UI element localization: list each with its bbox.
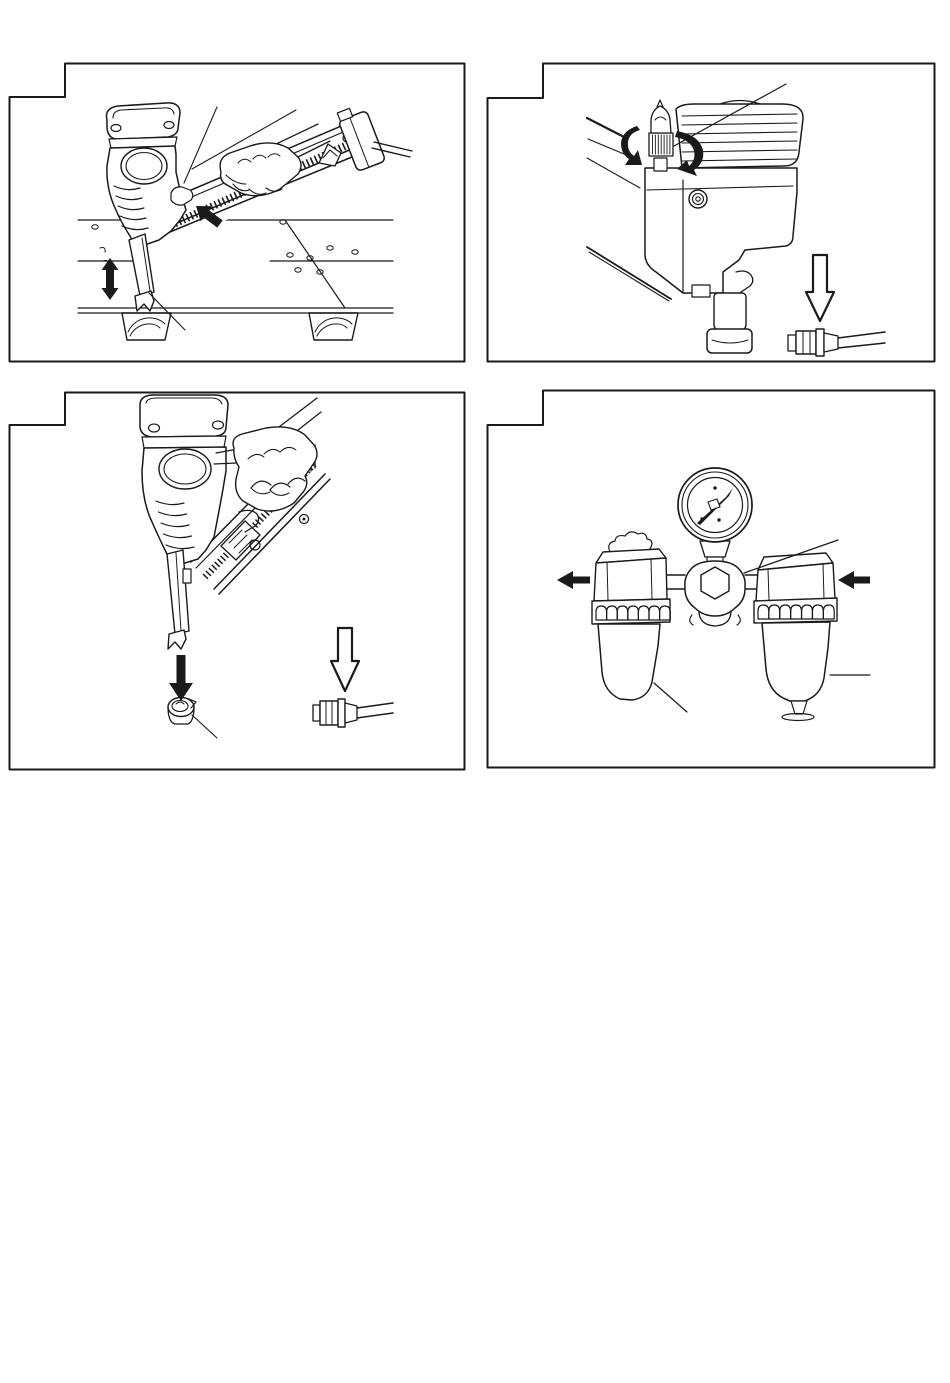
air-hose — [357, 703, 393, 708]
down-arrow-icon — [169, 655, 193, 701]
leader-line — [654, 683, 687, 712]
joist — [309, 313, 358, 340]
handle-end — [714, 293, 746, 330]
leader-line — [192, 715, 217, 738]
air-hose — [838, 332, 885, 338]
left-arrow-icon — [838, 571, 870, 589]
nailer-cap — [140, 395, 228, 437]
contact-foot — [168, 630, 186, 649]
down-arrow-outline-icon — [331, 628, 359, 691]
trigger — [736, 271, 753, 292]
filter-bowl — [762, 622, 830, 701]
leader-line — [184, 107, 217, 183]
drain-cock — [791, 701, 807, 714]
figure-air-set-filter-regulator-lubricator — [486, 389, 936, 769]
figure-adjuster-knob-rotation — [486, 62, 936, 363]
lubricator-bowl — [598, 624, 660, 700]
joist — [122, 313, 171, 340]
figure-panel-2 — [486, 62, 936, 363]
down-arrow-outline-icon — [806, 255, 834, 321]
air-plug — [313, 705, 320, 721]
lubricator-fill-plug — [609, 532, 652, 552]
figure-nailer-driving-into-flooring — [8, 62, 466, 363]
figure-panel-3 — [8, 391, 466, 771]
rotate-ccw-arrow-icon — [621, 126, 642, 165]
figure-panel-1 — [8, 62, 466, 363]
air-plug — [788, 335, 796, 351]
up-down-arrow-icon — [102, 258, 119, 300]
magazine-rail — [587, 118, 626, 138]
figure-panel-4 — [486, 389, 936, 769]
figure-nomar-cap-removal — [8, 391, 466, 771]
adjuster-knob-dome — [651, 106, 671, 133]
left-arrow-icon — [557, 571, 590, 589]
regulator-hex-nut — [701, 567, 729, 599]
